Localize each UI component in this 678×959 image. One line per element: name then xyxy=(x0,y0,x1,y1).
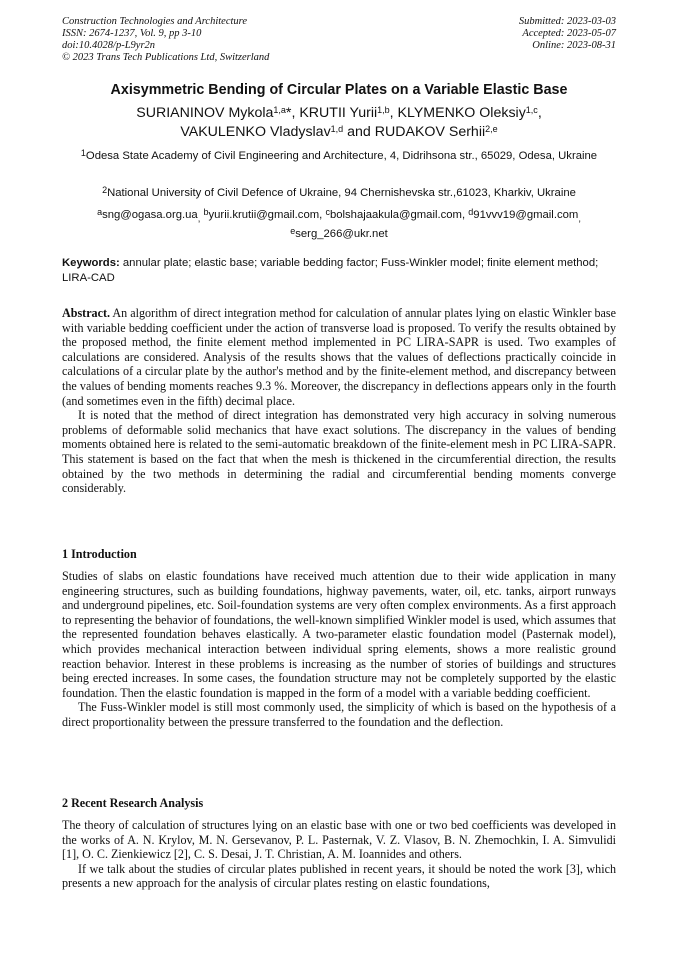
author-list: SURIANINOV Mykola$^{1,a}$*, KRUTII Yurii$^{1,b}$, KLYMENKO Oleksiy$^{1,c}$, VAKULENKO Vladyslav$^{1,d}$ and RUDAKOV Serhii$^{2,e}$ xyxy=(136,105,542,140)
abstract xyxy=(62,306,616,496)
email-link[interactable]: serg_266@ukr.net xyxy=(295,228,388,241)
journal-name: Construction Technologies and Architecture xyxy=(62,16,248,27)
accepted-date: Accepted: 2023-05-07 xyxy=(522,28,616,39)
paragraph: Studies of slabs on elastic foundations have received much attention due to their wide application in many engineering structures, such as building foundations, highway pavements, water, oil, etc. tanks, airport runways and underground pipelines, etc. Soil-foundation systems are very often complex environments. As a first approach to representing the behavior of foundations, the well-known simplified Winkler model is used, which assumes that the represented foundation behaves elastically. A two-parameter elastic foundation model (Pasternak model), which provides mechanical interaction between individual spring elements, shows a more realistic ground reaction behavior. Interest in these problems is increasing as the number of stories of buildings and structures being erected increases. In some cases, the foundation structure may not be completely supported by the elastic foundation. Then the elastic foundation is mapped in the form of a model with a variable bedding coefficient. xyxy=(62,569,616,700)
email-link[interactable]: sng@ogasa.org.ua xyxy=(102,209,198,221)
author: SURIANINOV Mykola xyxy=(136,105,274,121)
email-link[interactable]: yurii.krutii@gmail.com xyxy=(208,209,320,221)
keywords xyxy=(62,256,616,286)
abstract-label: Abstract. xyxy=(62,306,111,320)
doi: doi:10.4028/p-L9yr2n xyxy=(62,40,156,51)
affiliation-2: $^2$National University of Civil Defence of Ukraine, 94 Chernishevska str.,61023, Kharkiv, Ukraine xyxy=(102,185,576,199)
recent-research-section xyxy=(62,818,616,891)
paragraph: The theory of calculation of structures lying on an elastic base with one or two bed coefficients was developed in the works of A. N. Krylov, M. N. Gersevanov, P. L. Pasternak, V. Z. Vlasov, B. N. Zhemochkin, I. A. Simvulidi [1], O. C. Zienkiewicz [2], C. S. Desai, J. T. Christian, A. M. Ioannides and others. xyxy=(62,818,616,862)
email-link[interactable]: 91vvv19@gmail.com xyxy=(473,209,579,221)
copyright: © 2023 Trans Tech Publications Ltd, Switzerland xyxy=(62,52,270,63)
abstract-paragraph: Abstract. An algorithm of direct integration method for calculation of annular plates lying on elastic Winkler base with variable bedding coefficient under the action of transverse load is proposed. To verify the results obtained by the proposed method, the finite element method implemented in PC LIRA-SAPR is used. Two examples of calculations are considered. Analysis of the results shows that the values of deflections practically coincide in calculations of a circular plate by the author's method and by the finite-element method, and discrepancy between the values of bending moments reaches 9.3 %. Moreover, the discrepancy in deflections appears only in the fourth (and sometimes even in the fifth) decimal place. xyxy=(62,306,616,408)
author: VAKULENKO Vladyslav xyxy=(180,124,331,140)
journal-info xyxy=(62,16,269,64)
paper-title: Axisymmetric Bending of Circular Plates on a Variable Elastic Base xyxy=(110,82,568,98)
submitted-date: Submitted: 2023-03-03 xyxy=(518,16,616,27)
issn-volume: ISSN: 2674-1237, Vol. 9, pp 3-10 xyxy=(62,28,202,39)
affiliation-1: $^1$Odesa State Academy of Civil Engineering and Architecture, 4, Didrihsona str., 65029, Odesa, Ukraine xyxy=(80,148,598,162)
author: KLYMENKO Oleksiy xyxy=(397,105,526,121)
email-link[interactable]: bolshajaakula@gmail.com xyxy=(329,209,462,221)
author: KRUTII Yurii xyxy=(299,105,378,121)
online-date: Online: 2023-08-31 xyxy=(532,40,616,51)
section-heading: 1 Introduction xyxy=(62,547,137,561)
introduction-section xyxy=(62,569,616,730)
keywords-label: Keywords: xyxy=(62,257,120,269)
paragraph: If we talk about the studies of circular plates published in recent years, it should be noted the work [3], which presents a new approach for the analysis of circular plates resting on elastic foundations, xyxy=(62,861,616,891)
email-list: $^asng@ogasa.org.ua_,$ $^b$yurii.krutii@gmail.com, $^c$bolshajaakula@gmail.com, $^d$91vvv19@gmail.com$_,$ $^e$serg_266@ukr.net xyxy=(97,207,581,241)
dates-info xyxy=(519,16,616,52)
section-heading: 2 Recent Research Analysis xyxy=(62,796,204,810)
paragraph: The Fuss-Winkler model is still most commonly used, the simplicity of which is based on the hypothesis of a direct proportionality between the pressure transferred to the foundation and the deflection. xyxy=(62,700,616,729)
author: RUDAKOV Serhii xyxy=(374,124,486,140)
abstract-paragraph: It is noted that the method of direct integration has demonstrated very high accuracy in solving numerous problems of deformable solid mechanics that have exact solutions. The discrepancy in the values of bending moments obtained here is related to the semi-automatic breakdown of the finite-element mesh in PC LIRA-SAPR. This statement is based on the fact that when the mesh is thickened in the circumferential direction, the results obtained by the two methods in determining the radial and circumferential bending moments converge considerably. xyxy=(62,408,616,496)
keywords-text: annular plate; elastic base; variable bedding factor; Fuss-Winkler model; finite element method; LIRA-CAD xyxy=(62,257,599,284)
